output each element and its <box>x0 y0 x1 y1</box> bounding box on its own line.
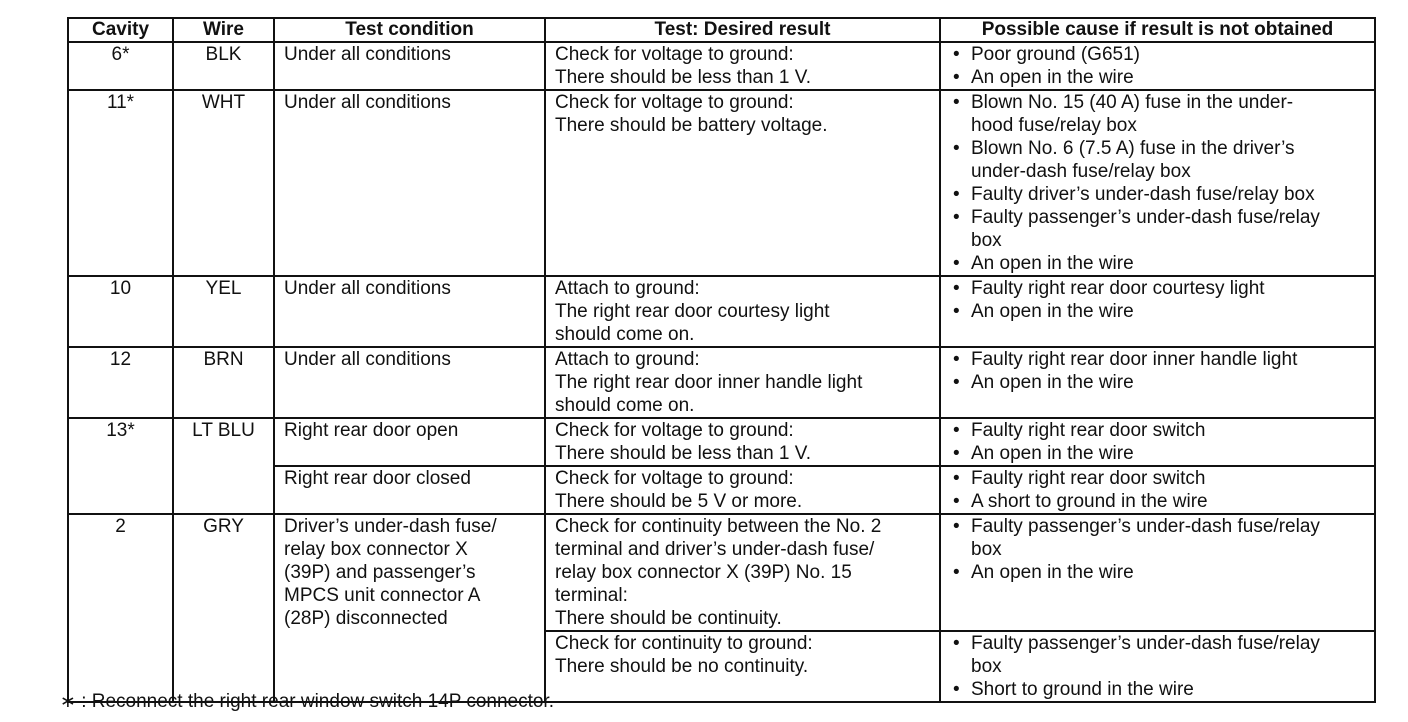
cell-cavity: 6* <box>68 42 173 90</box>
cause-line: Faulty right rear door courtesy light <box>971 278 1265 299</box>
cause-item <box>953 183 1374 206</box>
table-row <box>68 90 1375 276</box>
cause-line: Faulty driver’s under-dash fuse/relay box <box>971 184 1315 205</box>
result-line: Attach to ground: <box>555 278 700 299</box>
result-line: The right rear door courtesy light <box>555 301 830 322</box>
bullet-icon: • <box>953 468 960 489</box>
cause-text <box>971 515 1374 561</box>
cell-desired-result <box>545 514 940 631</box>
cause-line: Blown No. 6 (7.5 A) fuse in the driver’s <box>971 138 1295 159</box>
table-row <box>68 418 1375 466</box>
cell-wire: YEL <box>173 276 274 347</box>
cause-text <box>971 277 1374 300</box>
cell-cavity: 12 <box>68 347 173 418</box>
bullet-icon: • <box>953 92 960 113</box>
bullet-icon: • <box>953 67 960 88</box>
bullet-icon: • <box>953 633 960 654</box>
cause-line: Faulty right rear door switch <box>971 468 1206 489</box>
cell-possible-cause <box>940 42 1375 90</box>
result-line: Check for voltage to ground: <box>555 44 794 65</box>
cause-text <box>971 206 1374 252</box>
cell-possible-cause <box>940 418 1375 466</box>
cause-item <box>953 442 1374 465</box>
header-possible-cause: Possible cause if result is not obtained <box>940 18 1375 42</box>
cause-item <box>953 277 1374 300</box>
cause-line: An open in the wire <box>971 372 1134 393</box>
footnote: ∗ : Reconnect the right rear window switch 14P connector. <box>60 691 554 712</box>
condition-line: Right rear door open <box>284 420 459 441</box>
table-row <box>68 42 1375 90</box>
bullet-icon: • <box>953 349 960 370</box>
cause-text <box>971 137 1374 183</box>
cause-line: Short to ground in the wire <box>971 679 1194 700</box>
condition-line: (39P) and passenger’s <box>284 562 476 583</box>
bullet-icon: • <box>953 278 960 299</box>
cell-possible-cause <box>940 276 1375 347</box>
cause-item <box>953 467 1374 490</box>
result-line: There should be 5 V or more. <box>555 491 803 512</box>
result-line: The right rear door inner handle light <box>555 372 863 393</box>
cell-test-condition <box>274 514 545 702</box>
cause-line: Faulty right rear door inner handle light <box>971 349 1298 370</box>
cell-possible-cause <box>940 466 1375 514</box>
cell-wire: BRN <box>173 347 274 418</box>
result-line: should come on. <box>555 395 695 416</box>
cause-item <box>953 490 1374 513</box>
cause-text <box>971 467 1374 490</box>
result-line: There should be less than 1 V. <box>555 67 811 88</box>
cause-item <box>953 561 1374 584</box>
bullet-icon: • <box>953 562 960 583</box>
cell-test-condition <box>274 418 545 466</box>
cause-line: Faulty passenger’s under-dash fuse/relay <box>971 633 1320 654</box>
cause-line: An open in the wire <box>971 67 1134 88</box>
bullet-icon: • <box>953 184 960 205</box>
cause-text <box>971 183 1374 206</box>
cell-cavity: 2 <box>68 514 173 702</box>
cause-text <box>971 561 1374 584</box>
troubleshooting-table <box>67 17 1376 703</box>
cause-text <box>971 252 1374 275</box>
cause-line: under-dash fuse/relay box <box>971 161 1191 182</box>
condition-line: Under all conditions <box>284 44 451 65</box>
result-line: terminal: <box>555 585 628 606</box>
cell-possible-cause <box>940 90 1375 276</box>
condition-line: Under all conditions <box>284 92 451 113</box>
condition-line: Under all conditions <box>284 278 451 299</box>
cause-text <box>971 371 1374 394</box>
cause-item <box>953 43 1374 66</box>
cause-item <box>953 206 1374 252</box>
header-wire: Wire <box>173 18 274 42</box>
table-row <box>68 514 1375 631</box>
cause-line: A short to ground in the wire <box>971 491 1208 512</box>
cell-wire: WHT <box>173 90 274 276</box>
cell-wire: LT BLU <box>173 418 274 514</box>
cause-text <box>971 348 1374 371</box>
cell-desired-result <box>545 418 940 466</box>
bullet-icon: • <box>953 253 960 274</box>
cell-desired-result <box>545 631 940 702</box>
result-line: Check for continuity to ground: <box>555 633 813 654</box>
cause-item <box>953 348 1374 371</box>
cell-desired-result <box>545 347 940 418</box>
result-line: There should be battery voltage. <box>555 115 828 136</box>
result-line: Check for voltage to ground: <box>555 468 794 489</box>
cause-text <box>971 632 1374 678</box>
condition-line: MPCS unit connector A <box>284 585 481 606</box>
condition-line: Driver’s under-dash fuse/ <box>284 516 497 537</box>
table-row <box>68 347 1375 418</box>
cause-line: Poor ground (G651) <box>971 44 1140 65</box>
cell-desired-result <box>545 42 940 90</box>
cause-line: Faulty passenger’s under-dash fuse/relay <box>971 207 1320 228</box>
cause-text <box>971 91 1374 137</box>
bullet-icon: • <box>953 372 960 393</box>
bullet-icon: • <box>953 679 960 700</box>
cause-item <box>953 632 1374 678</box>
bullet-icon: • <box>953 138 960 159</box>
header-test-condition: Test condition <box>274 18 545 42</box>
table-row <box>68 276 1375 347</box>
cause-text <box>971 66 1374 89</box>
result-line: should come on. <box>555 324 695 345</box>
cell-test-condition <box>274 42 545 90</box>
cell-test-condition <box>274 90 545 276</box>
cell-possible-cause <box>940 631 1375 702</box>
cause-line: Faulty right rear door switch <box>971 420 1206 441</box>
result-line: Attach to ground: <box>555 349 700 370</box>
cause-line: box <box>971 539 1002 560</box>
cell-wire: GRY <box>173 514 274 702</box>
cause-line: Faulty passenger’s under-dash fuse/relay <box>971 516 1320 537</box>
cause-item <box>953 66 1374 89</box>
cause-item <box>953 515 1374 561</box>
condition-line: relay box connector X <box>284 539 468 560</box>
bullet-icon: • <box>953 443 960 464</box>
cause-item <box>953 91 1374 137</box>
header-cavity: Cavity <box>68 18 173 42</box>
cause-text <box>971 442 1374 465</box>
result-line: There should be continuity. <box>555 608 782 629</box>
cause-text <box>971 300 1374 323</box>
cause-item <box>953 371 1374 394</box>
bullet-icon: • <box>953 44 960 65</box>
cell-cavity: 10 <box>68 276 173 347</box>
cause-line: An open in the wire <box>971 562 1134 583</box>
cell-wire: BLK <box>173 42 274 90</box>
bullet-icon: • <box>953 301 960 322</box>
cause-line: box <box>971 656 1002 677</box>
header-row <box>68 18 1375 42</box>
condition-line: Under all conditions <box>284 349 451 370</box>
cause-item <box>953 137 1374 183</box>
cell-cavity: 13* <box>68 418 173 514</box>
cause-text <box>971 678 1374 701</box>
result-line: Check for voltage to ground: <box>555 420 794 441</box>
result-line: terminal and driver’s under-dash fuse/ <box>555 539 875 560</box>
cause-line: Blown No. 15 (40 A) fuse in the under- <box>971 92 1294 113</box>
cause-text <box>971 43 1374 66</box>
condition-line: (28P) disconnected <box>284 608 448 629</box>
cause-item <box>953 678 1374 701</box>
bullet-icon: • <box>953 491 960 512</box>
result-line: Check for continuity between the No. 2 <box>555 516 882 537</box>
cause-text <box>971 490 1374 513</box>
result-line: Check for voltage to ground: <box>555 92 794 113</box>
bullet-icon: • <box>953 420 960 441</box>
cell-cavity: 11* <box>68 90 173 276</box>
cause-text <box>971 419 1374 442</box>
header-desired-result: Test: Desired result <box>545 18 940 42</box>
cause-line: box <box>971 230 1002 251</box>
cell-desired-result <box>545 90 940 276</box>
result-line: There should be less than 1 V. <box>555 443 811 464</box>
cell-test-condition <box>274 276 545 347</box>
cell-desired-result <box>545 276 940 347</box>
result-line: relay box connector X (39P) No. 15 <box>555 562 852 583</box>
bullet-icon: • <box>953 207 960 228</box>
cell-desired-result <box>545 466 940 514</box>
cell-test-condition <box>274 347 545 418</box>
result-line: There should be no continuity. <box>555 656 809 677</box>
cell-test-condition <box>274 466 545 514</box>
cause-item <box>953 300 1374 323</box>
cause-line: An open in the wire <box>971 301 1134 322</box>
cause-line: An open in the wire <box>971 443 1134 464</box>
cause-item <box>953 252 1374 275</box>
cause-item <box>953 419 1374 442</box>
cause-line: An open in the wire <box>971 253 1134 274</box>
cell-possible-cause <box>940 347 1375 418</box>
cell-possible-cause <box>940 514 1375 631</box>
bullet-icon: • <box>953 516 960 537</box>
condition-line: Right rear door closed <box>284 468 471 489</box>
cause-line: hood fuse/relay box <box>971 115 1137 136</box>
